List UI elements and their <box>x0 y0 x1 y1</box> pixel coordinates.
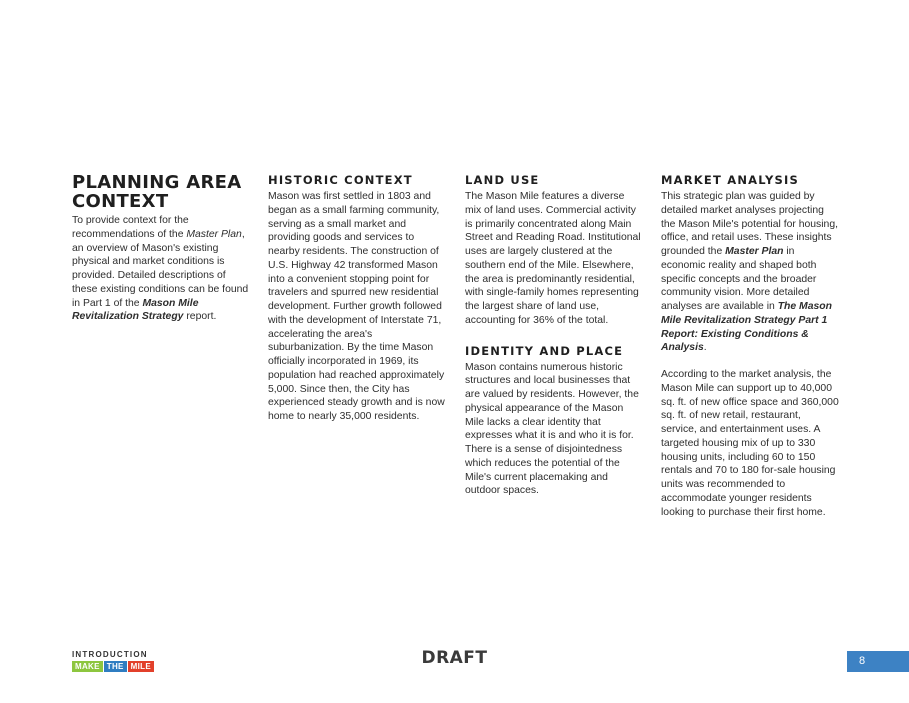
planning-area-context-column <box>72 173 250 324</box>
identity-and-place-heading: IDENTITY AND PLACE <box>465 343 624 358</box>
historic-context-text: Mason was first settled in 1803 and began as a small farming community, serving as a small market and providing goods and services to nearby residents. The construction of U.S. Highway 42 transformed Mason into a convenient stopping point for travelers and spurred new residential development. Further growth followed with the development of Interstate 71, accelerating the area's suburbanization. By the time Mason officially incorporated in 1969, its population had reached approximately 5,000. Since then, the City has experienced steady growth and is now home to nearly 35,000 residents. <box>268 191 445 422</box>
master-plan-italic: Master Plan <box>186 228 242 240</box>
market-analysis-text-2: According to the market analysis, the Mason Mile can support up to 40,000 sq. ft. of new office space and 360,000 sq. ft. of new retail, restaurant, service, and entertainment uses. A targeted housing mix of up to 330 housing units, including 60 to 150 rentals and 70 to 180 for-sale housing units was recommended to accommodate younger residents looking to purchase their first home. <box>661 369 839 518</box>
page-number-tab: 8 <box>847 651 909 672</box>
planning-area-context-heading: PLANNING AREA CONTEXT <box>72 172 242 212</box>
master-plan-italic: Master Plan <box>725 246 784 257</box>
logo-the: THE <box>104 661 127 672</box>
logo-make: MAKE <box>72 661 103 672</box>
planning-text-part3: report. <box>183 311 217 323</box>
market-analysis-text-1 <box>661 190 839 355</box>
historic-context-heading: HISTORIC CONTEXT <box>268 173 413 187</box>
land-use-column <box>465 173 643 498</box>
section-label: INTRODUCTION <box>72 650 148 659</box>
historic-context-column <box>268 173 446 424</box>
draft-watermark: DRAFT <box>421 648 488 668</box>
planning-text-part1: To provide context for the recommendations of the <box>72 215 189 240</box>
market-analysis-column <box>661 173 839 519</box>
planning-area-context-text <box>72 214 250 324</box>
existing-conditions-report-title: The Mason Mile Revitalization Strategy Part 1 Report: Existing Conditions & Analysis <box>661 301 832 354</box>
land-use-heading: LAND USE <box>465 173 540 187</box>
market-analysis-heading: MARKET ANALYSIS <box>661 173 799 187</box>
planning-text-part2: , an overview of Mason's existing physical and market conditions is provided. Detailed descriptions of these existing conditions can be found in Part 1 of the <box>72 228 249 309</box>
revitalization-strategy-title: Mason Mile Revitalization Strategy <box>72 297 199 323</box>
identity-and-place-text: Mason contains numerous historic structures and local businesses that are valued by residents. However, the physical appearance of the Mason Mile lacks a clear identity that expresses what it is and who it is for. There is a sense of disjointedness which reduces the potential of the Mile's current placemaking and outdoor spaces. <box>465 361 639 497</box>
logo-mile: MILE <box>128 661 154 672</box>
market-text-part3: . <box>703 342 707 354</box>
land-use-text: The Mason Mile features a diverse mix of land uses. Commercial activity is primarily concentrated along Main Street and Reading Road. Institutional uses are largely clustered at the southern end of the Mile. Elsewhere, the area is predominantly residential, with single-family homes representing the largest share of land use, accounting for 36% of the total. <box>465 191 641 326</box>
market-text-part1: This strategic plan was guided by detailed market analyses projecting the Mason Mile's potential for housing, office, and retail uses. These insights grounded the <box>661 191 838 257</box>
market-text-part2: in economic reality and shaped both specific concepts and the broader community vision. More detailed analyses are available in <box>661 246 817 312</box>
